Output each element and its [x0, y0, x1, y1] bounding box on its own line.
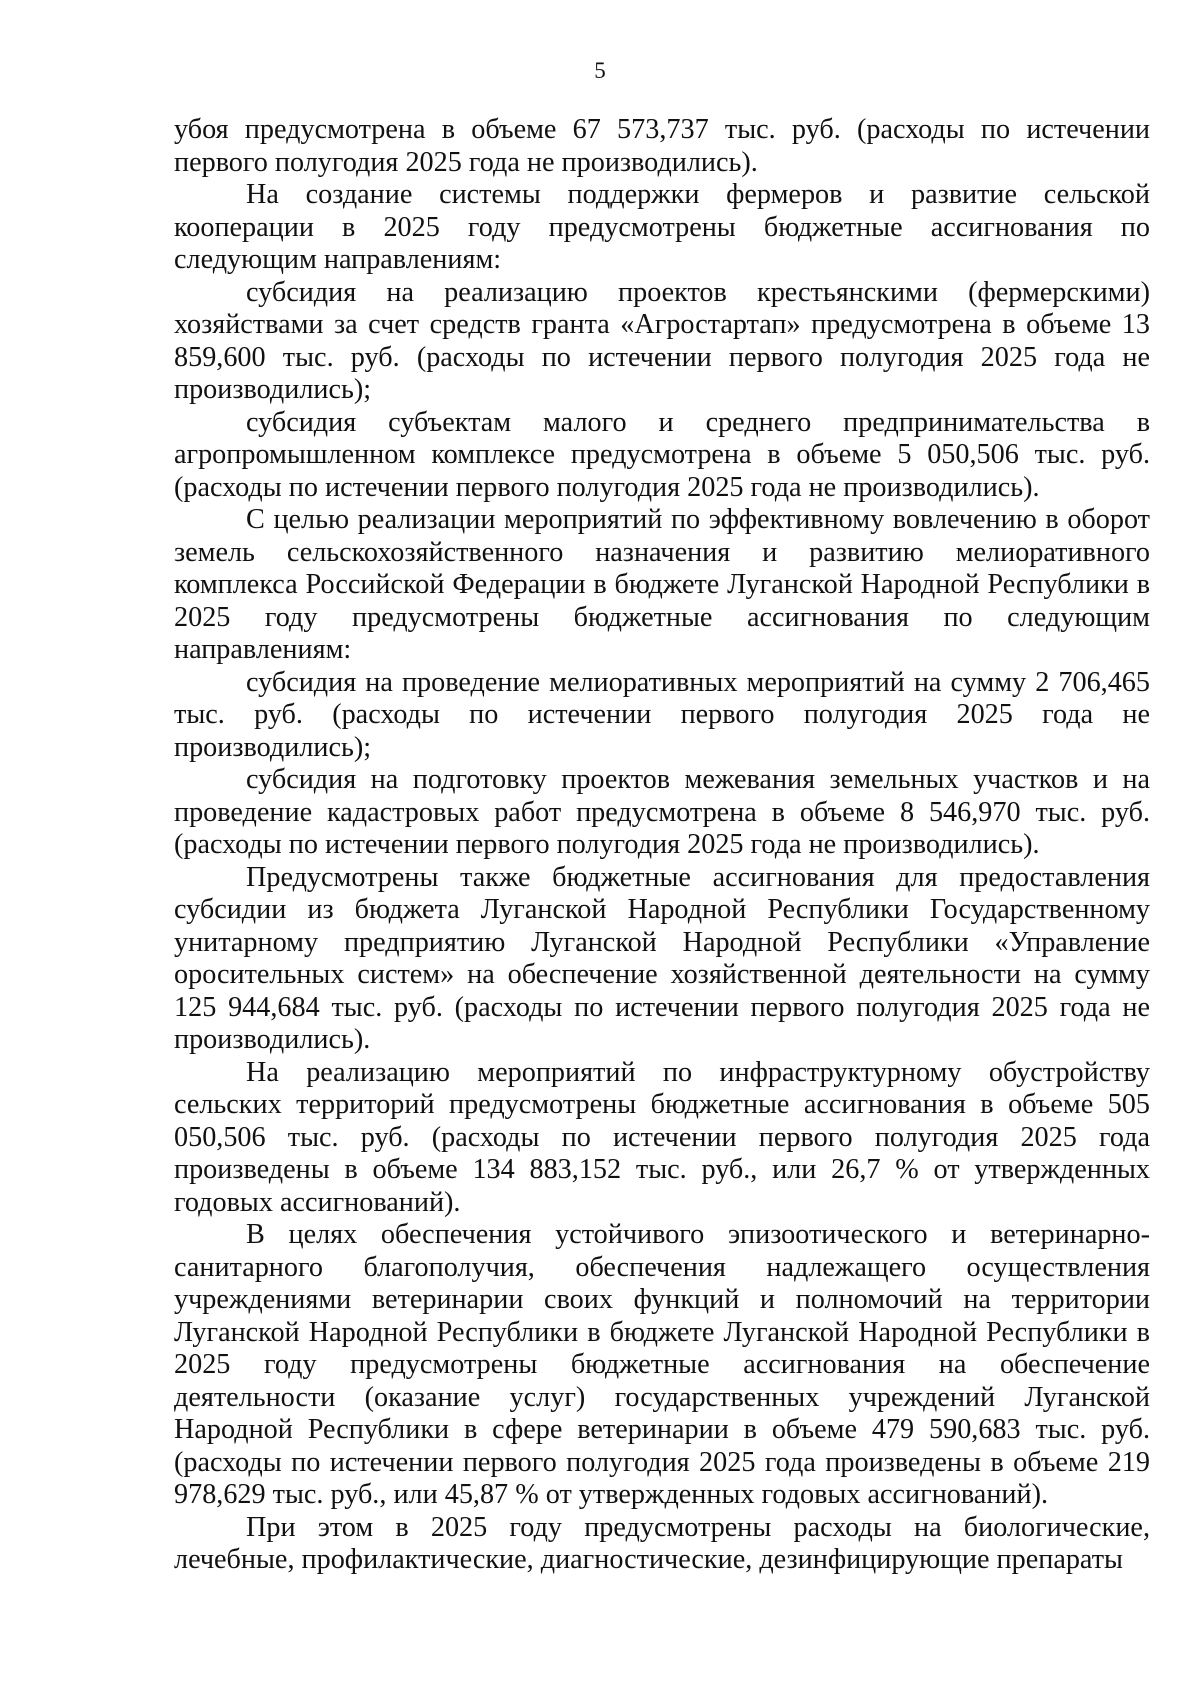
- paragraph-irrigation-enterprise: Предусмотрены также бюджетные ассигнования для предоставления субсидии из бюджета Луганской Народной Республики Государственному унитарному предприятию Луганской Народной Республики «Управление оросительных систем» на обеспечение хозяйственной деятельности на сумму 125 944,684 тыс. руб. (расходы по истечении первого полугодия 2025 года не производились).: [174, 861, 1150, 1055]
- page-number: 5: [594, 58, 606, 83]
- document-body: [174, 114, 1150, 1577]
- paragraph-veterinary-preparations: При этом в 2025 году предусмотрены расходы на биологические, лечебные, профилактические, диагностические, дезинфицирующие препараты: [174, 1511, 1150, 1575]
- paragraph-cadastral-subsidy: субсидия на подготовку проектов межевания земельных участков и на проведение кадастровых работ предусмотрена в объеме 8 546,970 тыс. руб. (расходы по истечении первого полугодия 2025 года не производились).: [174, 764, 1150, 860]
- paragraph-rural-infrastructure: На реализацию мероприятий по инфраструктурному обустройству сельских территорий предусмотрены бюджетные ассигнования в объеме 505 050,506 тыс. руб. (расходы по истечении первого полугодия 2025 года произведены в объеме 134 883,152 тыс. руб., или 26,7 % от утвержденных годовых ассигнований).: [174, 1056, 1150, 1218]
- paragraph-agrostartap-subsidy: субсидия на реализацию проектов крестьянскими (фермерскими) хозяйствами за счет средств гранта «Агростартап» предусмотрена в объеме 13 859,600 тыс. руб. (расходы по истечении первого полугодия 2025 года не производились);: [174, 276, 1150, 405]
- paragraph-land-melioration: С целью реализации мероприятий по эффективному вовлечению в оборот земель сельскохозяйственного назначения и развитию мелиоративного комплекса Российской Федерации в бюджете Луганской Народной Республики в 2025 году предусмотрены бюджетные ассигнования по следующим направлениям:: [174, 504, 1150, 665]
- paragraph-melioration-subsidy: субсидия на проведение мелиоративных мероприятий на сумму 2 706,465 тыс. руб. (расходы по истечении первого полугодия 2025 года не производились);: [174, 666, 1150, 763]
- paragraph-continuation: убоя предусмотрена в объеме 67 573,737 тыс. руб. (расходы по истечении первого полугодия 2025 года не производились).: [174, 114, 1150, 178]
- paragraph-farmers-support: На создание системы поддержки фермеров и развитие сельской кооперации в 2025 году предусмотрены бюджетные ассигнования по следующим направлениям:: [174, 179, 1150, 275]
- paragraph-veterinary: В целях обеспечения устойчивого эпизоотического и ветеринарно-санитарного благополучия, обеспечения надлежащего осуществления учреждениями ветеринарии своих функций и полномочий на территории Луганской Народной Республики в бюджете Луганской Народной Республики в 2025 году предусмотрены бюджетные ассигнования на обеспечение деятельности (оказание услуг) государственных учреждений Луганской Народной Республики в сфере ветеринарии в объеме 479 590,683 тыс. руб. (расходы по истечении первого полугодия 2025 года произведены в объеме 219 978,629 тыс. руб., или 45,87 % от утвержденных годовых ассигнований).: [174, 1219, 1150, 1510]
- paragraph-small-business-subsidy: субсидия субъектам малого и среднего предпринимательства в агропромышленном комплексе предусмотрена в объеме 5 050,506 тыс. руб. (расходы по истечении первого полугодия 2025 года не производились).: [174, 406, 1150, 503]
